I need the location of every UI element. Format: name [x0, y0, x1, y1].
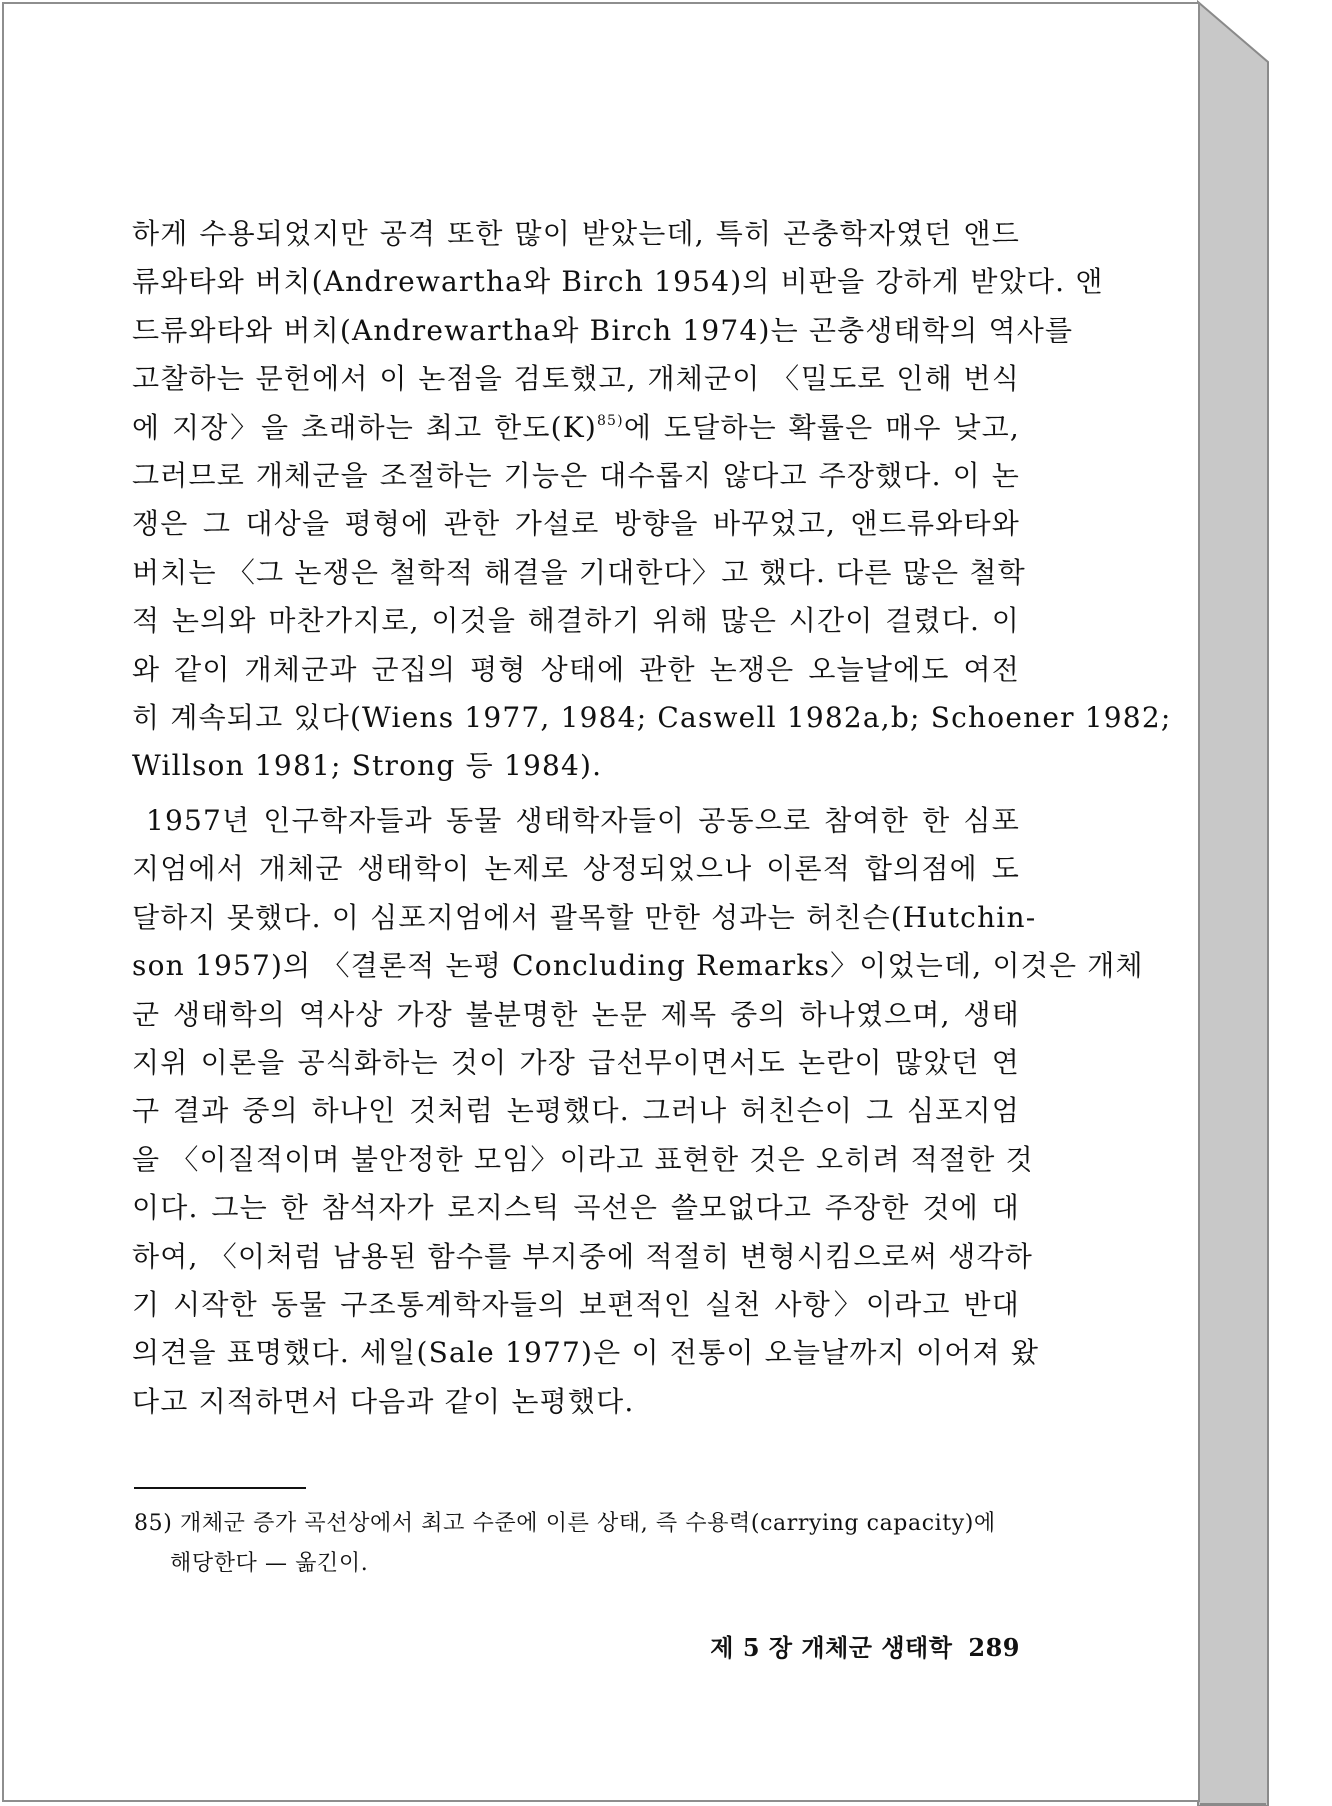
text-line: Willson 1981; Strong 등 1984).	[132, 749, 603, 783]
text-line: 구 결과 중의 하나인 것처럼 논평했다. 그러나 허친슨이 그 심포지엄	[132, 1094, 1020, 1128]
text-line: 하여, 〈이처럼 남용된 함수를 부지중에 적절히 변형시킴으로써 생각하	[132, 1239, 1033, 1273]
footnote-divider	[134, 1487, 306, 1489]
text-line: 류와타와 버치(Andrewartha와 Birch 1954)의 비판을 강하게 받았다. 앤	[132, 265, 1104, 299]
chapter-title: 제 5 장 개체군 생태학	[710, 1633, 953, 1662]
footnote-reference-85[interactable]: 85)	[596, 412, 624, 429]
text-line: 다고 지적하면서 다음과 같이 논평했다.	[132, 1384, 635, 1418]
text-line-with-footnote	[132, 404, 1020, 452]
text-line: 히 계속되고 있다(Wiens 1977, 1984; Caswell 1982a,b; Schoener 1982;	[132, 701, 1172, 735]
text-line: 그러므로 개체군을 조절하는 기능은 대수롭지 않다고 주장했다. 이 논	[132, 459, 1020, 493]
paragraph-2	[132, 797, 1144, 1426]
text-line: 고찰하는 문헌에서 이 논점을 검토했고, 개체군이 〈밀도로 인해 번식	[132, 362, 1020, 396]
text-line: 하게 수용되었지만 공격 또한 많이 받았는데, 특히 곤충학자였던 앤드	[132, 217, 1020, 250]
page-edge-side	[1198, 2, 1268, 1806]
page-number: 289	[968, 1633, 1020, 1662]
text-line: 지엄에서 개체군 생태학이 논제로 상정되었으나 이론적 합의점에 도	[132, 852, 1020, 886]
footnote-85	[134, 1504, 1020, 1584]
text-line: 1957년 인구학자들과 동물 생태학자들이 공동으로 참여한 한 심포	[146, 803, 1020, 837]
text-line: 군 생태학의 역사상 가장 불분명한 논문 제목 중의 하나였으며, 생태	[132, 997, 1020, 1031]
footnote-line: 해당한다 — 옮긴이.	[170, 1551, 369, 1576]
text-line: 드류와타와 버치(Andrewartha와 Birch 1974)는 곤충생태학의 역사를	[132, 313, 1074, 347]
text-fragment: 에 도달하는 확률은 매우 낮고,	[623, 410, 1020, 444]
text-line: 의견을 표명했다. 세일(Sale 1977)은 이 전통이 오늘날까지 이어져 왔	[132, 1336, 1040, 1370]
text-line: 지위 이론을 공식화하는 것이 가장 급선무이면서도 논란이 많았던 연	[132, 1045, 1020, 1079]
text-line: 적 논의와 마찬가지로, 이것을 해결하기 위해 많은 시간이 걸렸다. 이	[132, 604, 1020, 638]
text-line: son 1957)의 〈결론적 논평 Concluding Remarks〉이었는데, 이것은 개체	[132, 949, 1144, 983]
text-line: 기 시작한 동물 구조통계학자들의 보편적인 실천 사항〉이라고 반대	[132, 1287, 1020, 1321]
running-footer	[710, 1628, 1020, 1663]
text-fragment: 에 지장〉을 초래하는 최고 한도(K)	[132, 410, 597, 444]
text-line: 달하지 못했다. 이 심포지엄에서 괄목할 만한 성과는 허친슨(Hutchin-	[132, 900, 1037, 934]
text-line: 버치는 〈그 논쟁은 철학적 해결을 기대한다〉고 했다. 다른 많은 철학	[132, 555, 1026, 589]
text-line: 와 같이 개체군과 군집의 평형 상태에 관한 논쟁은 오늘날에도 여전	[132, 652, 1020, 686]
page-body-text	[132, 210, 1172, 1426]
text-line: 쟁은 그 대상을 평형에 관한 가설로 방향을 바꾸었고, 앤드류와타와	[132, 507, 1020, 541]
footnote-line: 85) 개체군 증가 곡선상에서 최고 수준에 이른 상태, 즉 수용력(carrying capacity)에	[134, 1511, 996, 1536]
text-line: 을 〈이질적이며 불안정한 모임〉이라고 표현한 것은 오히려 적절한 것	[132, 1142, 1034, 1176]
paragraph-1	[132, 210, 1172, 791]
text-line: 이다. 그는 한 참석자가 로지스틱 곡선은 쓸모없다고 주장한 것에 대	[132, 1191, 1020, 1225]
